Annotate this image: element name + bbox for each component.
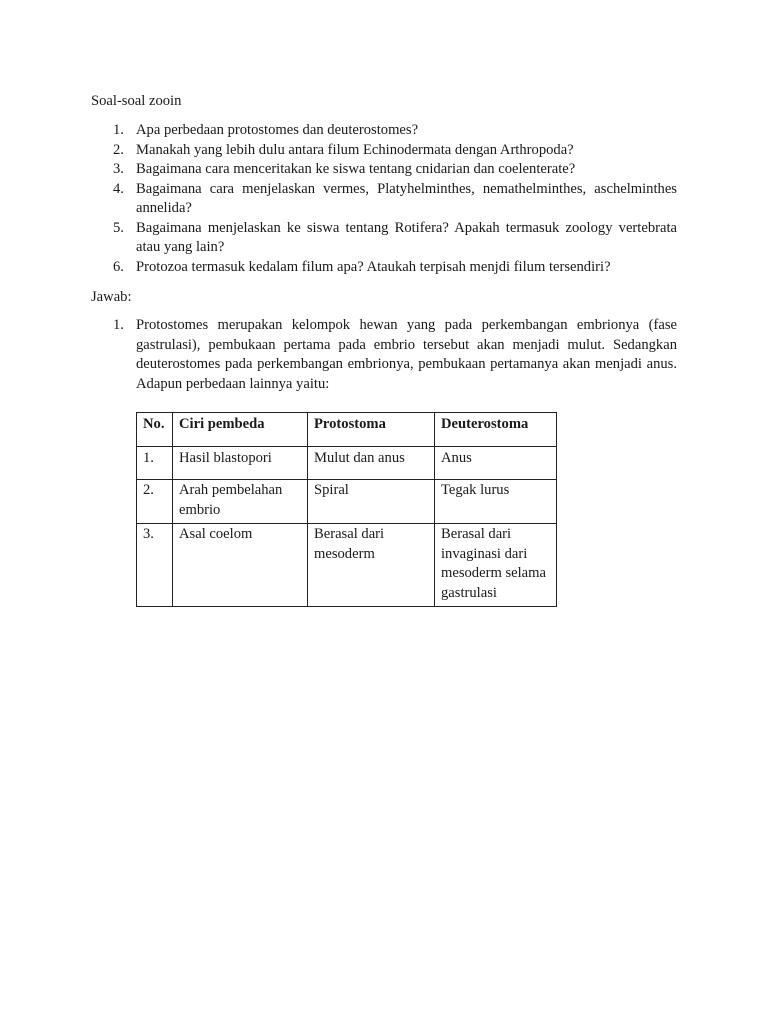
comparison-table [136,412,557,607]
table-cell: Tegak lurus [435,480,557,524]
table-cell: Hasil blastopori [173,447,308,480]
table-header-cell: No. [137,413,173,447]
question-list [91,121,677,277]
table-header-cell: Protostoma [308,413,435,447]
table-row [137,524,557,607]
question-text: Manakah yang lebih dulu antara filum Echinodermata dengan Arthropoda? [136,141,574,158]
question-text: Bagaimana cara menceritakan ke siswa tentang cnidarian dan coelenterate? [136,161,576,177]
table-cell: Spiral [308,480,435,524]
question-text: Protozoa termasuk kedalam filum apa? Ataukah terpisah menjdi filum tersendiri? [136,258,611,275]
table-cell: Berasal dari mesoderm [308,524,435,607]
table-cell: 3. [137,524,173,607]
question-text: Bagaimana cara menjelaskan vermes, Platyhelminthes, nemathelminthes, aschelminthes annelida? [136,180,677,216]
table-header-cell: Deuterostoma [435,413,557,447]
item-number: 2. [113,141,124,158]
list-item [91,160,677,180]
item-number: 4. [113,180,124,197]
item-number: 6. [113,258,124,275]
item-number: 5. [113,219,124,236]
table-cell: 1. [137,447,173,480]
question-text: Apa perbedaan protostomes dan deuterostomes? [136,122,419,138]
list-item [91,258,677,278]
answer-list [91,316,677,394]
table-header-cell: Ciri pembeda [173,413,308,447]
item-number: 1. [113,122,124,138]
table-cell: Arah pembelahan embrio [173,480,308,524]
list-item [91,121,677,141]
table-row [137,480,557,524]
answer-heading: Jawab: [91,289,132,305]
list-item [91,219,677,258]
table-cell: 2. [137,480,173,524]
item-number: 1. [113,317,124,333]
table-cell: Anus [435,447,557,480]
table-cell: Mulut dan anus [308,447,435,480]
list-item [91,180,677,219]
item-number: 3. [113,161,124,177]
document-heading: Soal-soal zooin [91,93,182,109]
table-row [137,447,557,480]
answer-text: Protostomes merupakan kelompok hewan yang pada perkembangan embrionya (fase gastrulasi), pembukaan pertama pada embrio tersebut akan menjadi mulut. Sedangkan deuterostomes pada perkembangan embrionya, pembukaan pertamanya akan menjadi anus. Adapun perbedaan lainnya yaitu: [136,317,677,392]
list-item [91,141,677,161]
table-cell: Asal coelom [173,524,308,607]
list-item [91,316,677,394]
table-cell: Berasal dari invaginasi dari mesoderm selama gastrulasi [435,524,557,607]
table-header-row [137,413,557,447]
question-text: Bagaimana menjelaskan ke siswa tentang Rotifera? Apakah termasuk zoology vertebrata atau yang lain? [136,219,677,255]
